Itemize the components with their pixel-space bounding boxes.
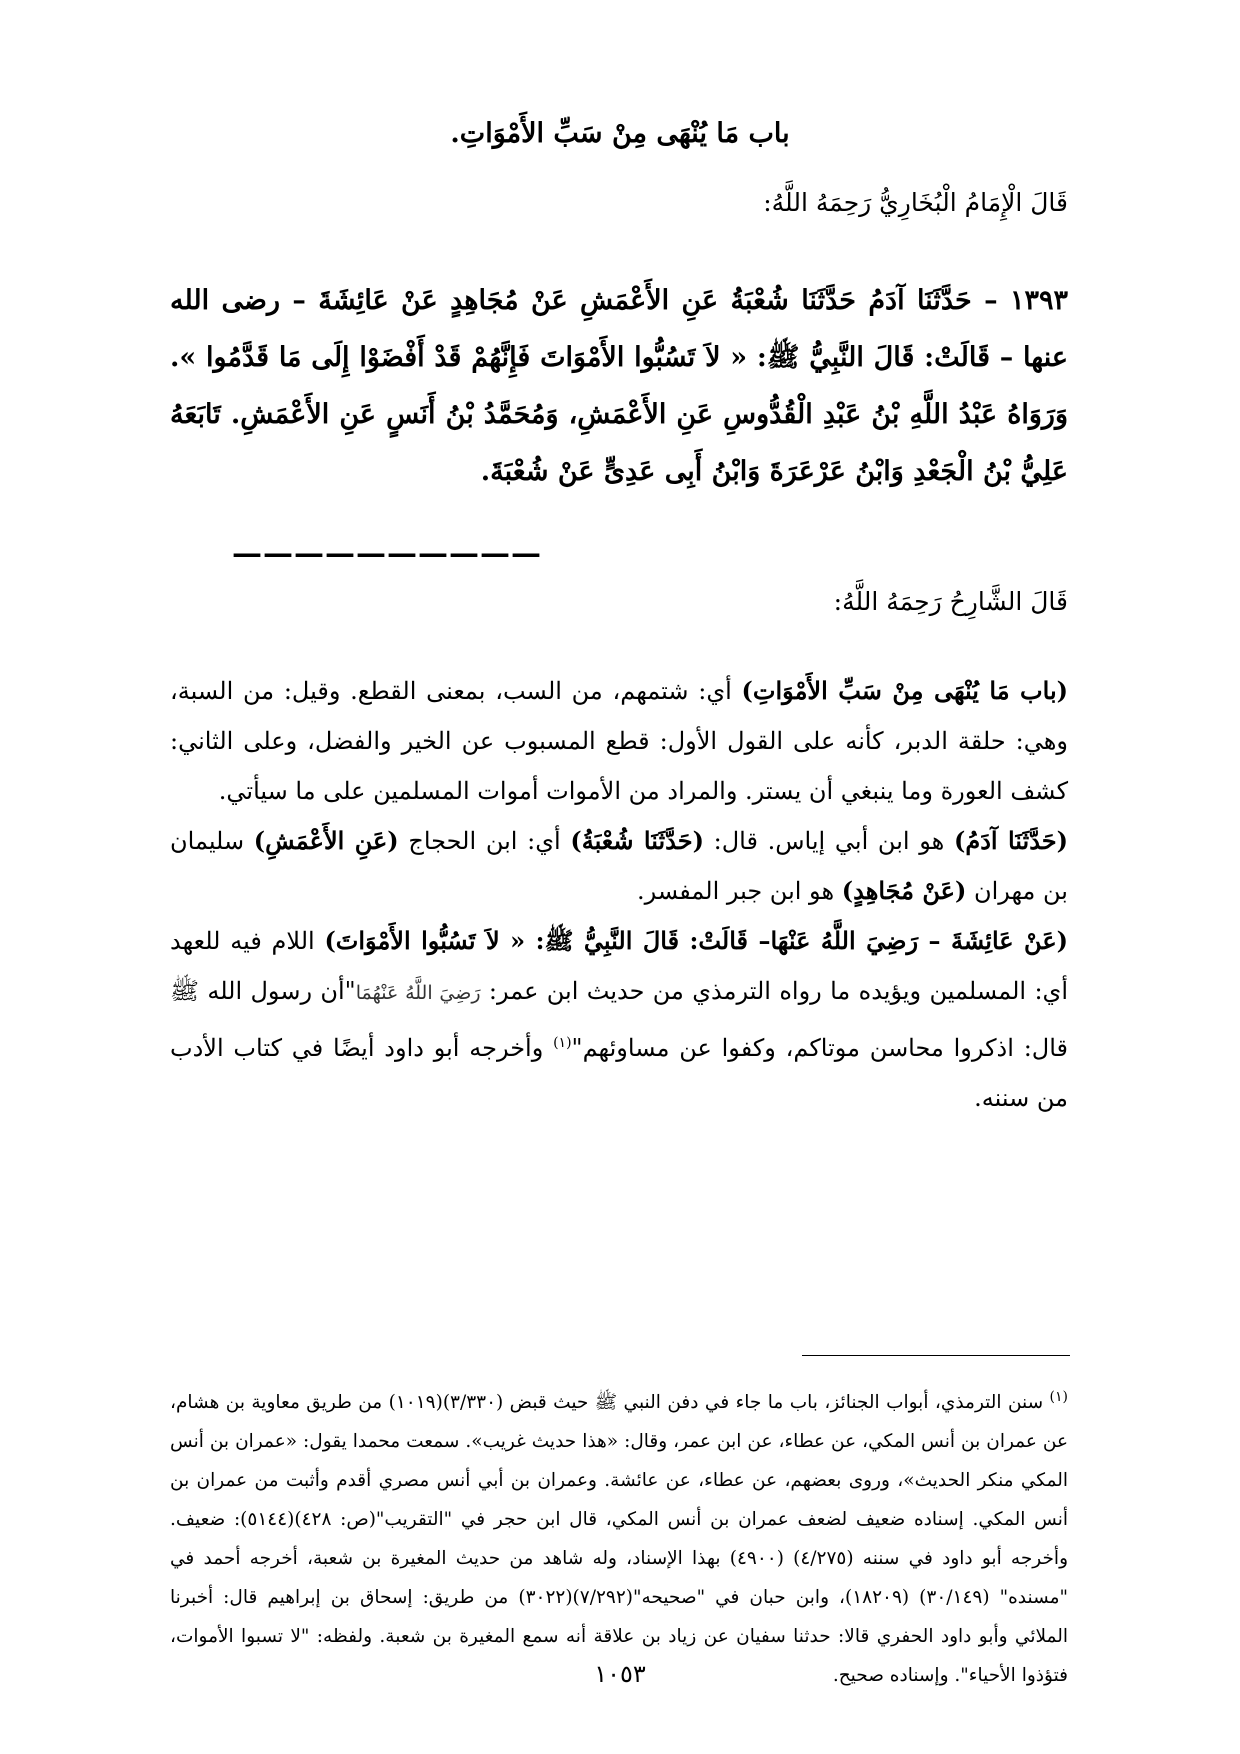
commentary-quote: (حَدَّثَنَا آدَمُ)	[953, 826, 1068, 855]
page-number: ١٠٥٣	[594, 1660, 646, 1688]
commentary-text: هو ابن أبي إياس. قال:	[703, 827, 954, 855]
commentary-text: وأخرجه أبو داود أيضًا في كتاب الأدب من سننه.	[170, 1034, 1068, 1112]
commentary-text: أي: شتمهم، من السب، بمعنى القطع. وقيل: من السبة، وهي: حلقة الدبر، كأنه على القول الأول: قطع المسبوب عن الخير والفضل، وعلى الثاني: كشف العورة وما ينبغي أن يستر. والمراد من الأموات أموات المسلمين على ما سيأتي.	[170, 677, 1068, 805]
commentary-heading: (باب مَا يُنْهَى مِنْ سَبِّ الأَمْوَاتِ)	[741, 676, 1068, 705]
commentary	[170, 666, 1068, 1123]
honorific: رَضِيَ اللَّهُ عَنْهُمَا	[355, 982, 481, 1004]
hadith-body: – حَدَّثَنَا آدَمُ حَدَّثَنَا شُعْبَةُ عَنِ الأَعْمَشِ عَنْ مُجَاهِدٍ عَنْ عَائِشَةَ – رضى الله عنها – قَالَتْ: قَالَ النَّبِيُّ ﷺ: « لاَ تَسُبُّوا الأَمْوَاتَ فَإِنَّهُمْ قَدْ أَفْضَوْا إِلَى مَا قَدَّمُوا ». وَرَوَاهُ عَبْدُ اللَّهِ بْنُ عَبْدِ الْقُدُّوسِ عَنِ الأَعْمَشِ، وَمُحَمَّدُ بْنُ أَنَسٍ عَنِ الأَعْمَشِ. تَابَعَهُ عَلِيُّ بْنُ الْجَعْدِ وَابْنُ عَرْعَرَةَ وَابْنُ أَبِى عَدِىٍّ عَنْ شُعْبَةَ.	[170, 285, 1068, 487]
intro-bukhari: قَالَ الْإِمَامُ الْبُخَارِيُّ رَحِمَهُ اللَّهُ:	[763, 188, 1068, 217]
intro-sharih: قَالَ الشَّارِحُ رَحِمَهُ اللَّهُ:	[833, 587, 1068, 616]
commentary-text: هو ابن جبر المفسر.	[636, 877, 842, 905]
section-separator: ——————————	[232, 536, 542, 571]
hadith-number: ١٣٩٣	[1009, 285, 1068, 316]
footnote-reference[interactable]: (١)	[553, 1035, 572, 1051]
commentary-quote: (حَدَّثَنَا شُعْبَةُ)	[570, 826, 704, 855]
commentary-paragraph-3	[170, 916, 1068, 1123]
commentary-text: اللام فيه للعهد أي: المسلمين ويؤيده ما رواه الترمذي من حديث ابن عمر:	[170, 927, 1068, 1005]
commentary-text: "أن رسول الله ﷺ قال: اذكروا محاسن موتاكم، وكفوا عن مساوئهم"	[170, 977, 1069, 1062]
commentary-quote: (عَنِ الأَعْمَشِ)	[253, 826, 399, 855]
hadith-text	[170, 272, 1068, 500]
commentary-quote: (عَنْ مُجَاهِدٍ)	[841, 876, 967, 905]
commentary-text: أي: ابن الحجاج	[398, 827, 571, 855]
commentary-quote: (عَنْ عَائِشَةَ – رَضِيَ اللَّهُ عَنْهَا– قَالَتْ: قَالَ النَّبِيُّ ﷺ: « لاَ تَسُبُّوا الأَمْوَاتَ)	[324, 926, 1068, 955]
footnote-marker: (١)	[1049, 1389, 1069, 1405]
commentary-text: سليمان بن مهران	[170, 827, 1068, 905]
footnote-text: سنن الترمذي، أبواب الجنائز، باب ما جاء في دفن النبي ﷺ حيث قبض (٣/٣٣٠)(١٠١٩) من طريق معاوية بن هشام، عن عمران بن أنس المكي، عن عطاء، عن ابن عمر، وقال: «هذا حديث غريب». سمعت محمدا يقول: «عمران بن أنس المكي منكر الحديث»، وروى بعضهم، عن عطاء، عن عائشة. وعمران بن أبي أنس مصري أقدم وأثبت من عمران بن أنس المكي. إسناده ضعيف لضعف عمران بن أنس المكي، قال ابن حجر في "التقريب"(ص: ٤٢٨)(٥١٤٤): ضعيف. وأخرجه أبو داود في سننه (٤/٢٧٥) (٤٩٠٠) بهذا الإسناد، وله شاهد من حديث المغيرة بن شعبة، أخرجه أحمد في "مسنده" (٣٠/١٤٩) (١٨٢٠٩)، وابن حبان في "صحيحه"(٧/٢٩٢)(٣٠٢٢) من طريق: إسحاق بن إبراهيم قال: أخبرنا الملائي وأبو داود الحفري قالا: حدثنا سفيان عن زياد بن علاقة أنه سمع المغيرة بن شعبة. ولفظه: "لا تسبوا الأموات، فتؤذوا الأحياء". وإسناده صحيح.	[170, 1392, 1068, 1687]
commentary-paragraph-2	[170, 816, 1068, 916]
chapter-title: باب مَا يُنْهَى مِنْ سَبِّ الأَمْوَاتِ.	[450, 118, 790, 149]
commentary-paragraph-1	[170, 666, 1068, 816]
footnote	[170, 1378, 1068, 1695]
footnote-divider	[802, 1355, 1070, 1356]
